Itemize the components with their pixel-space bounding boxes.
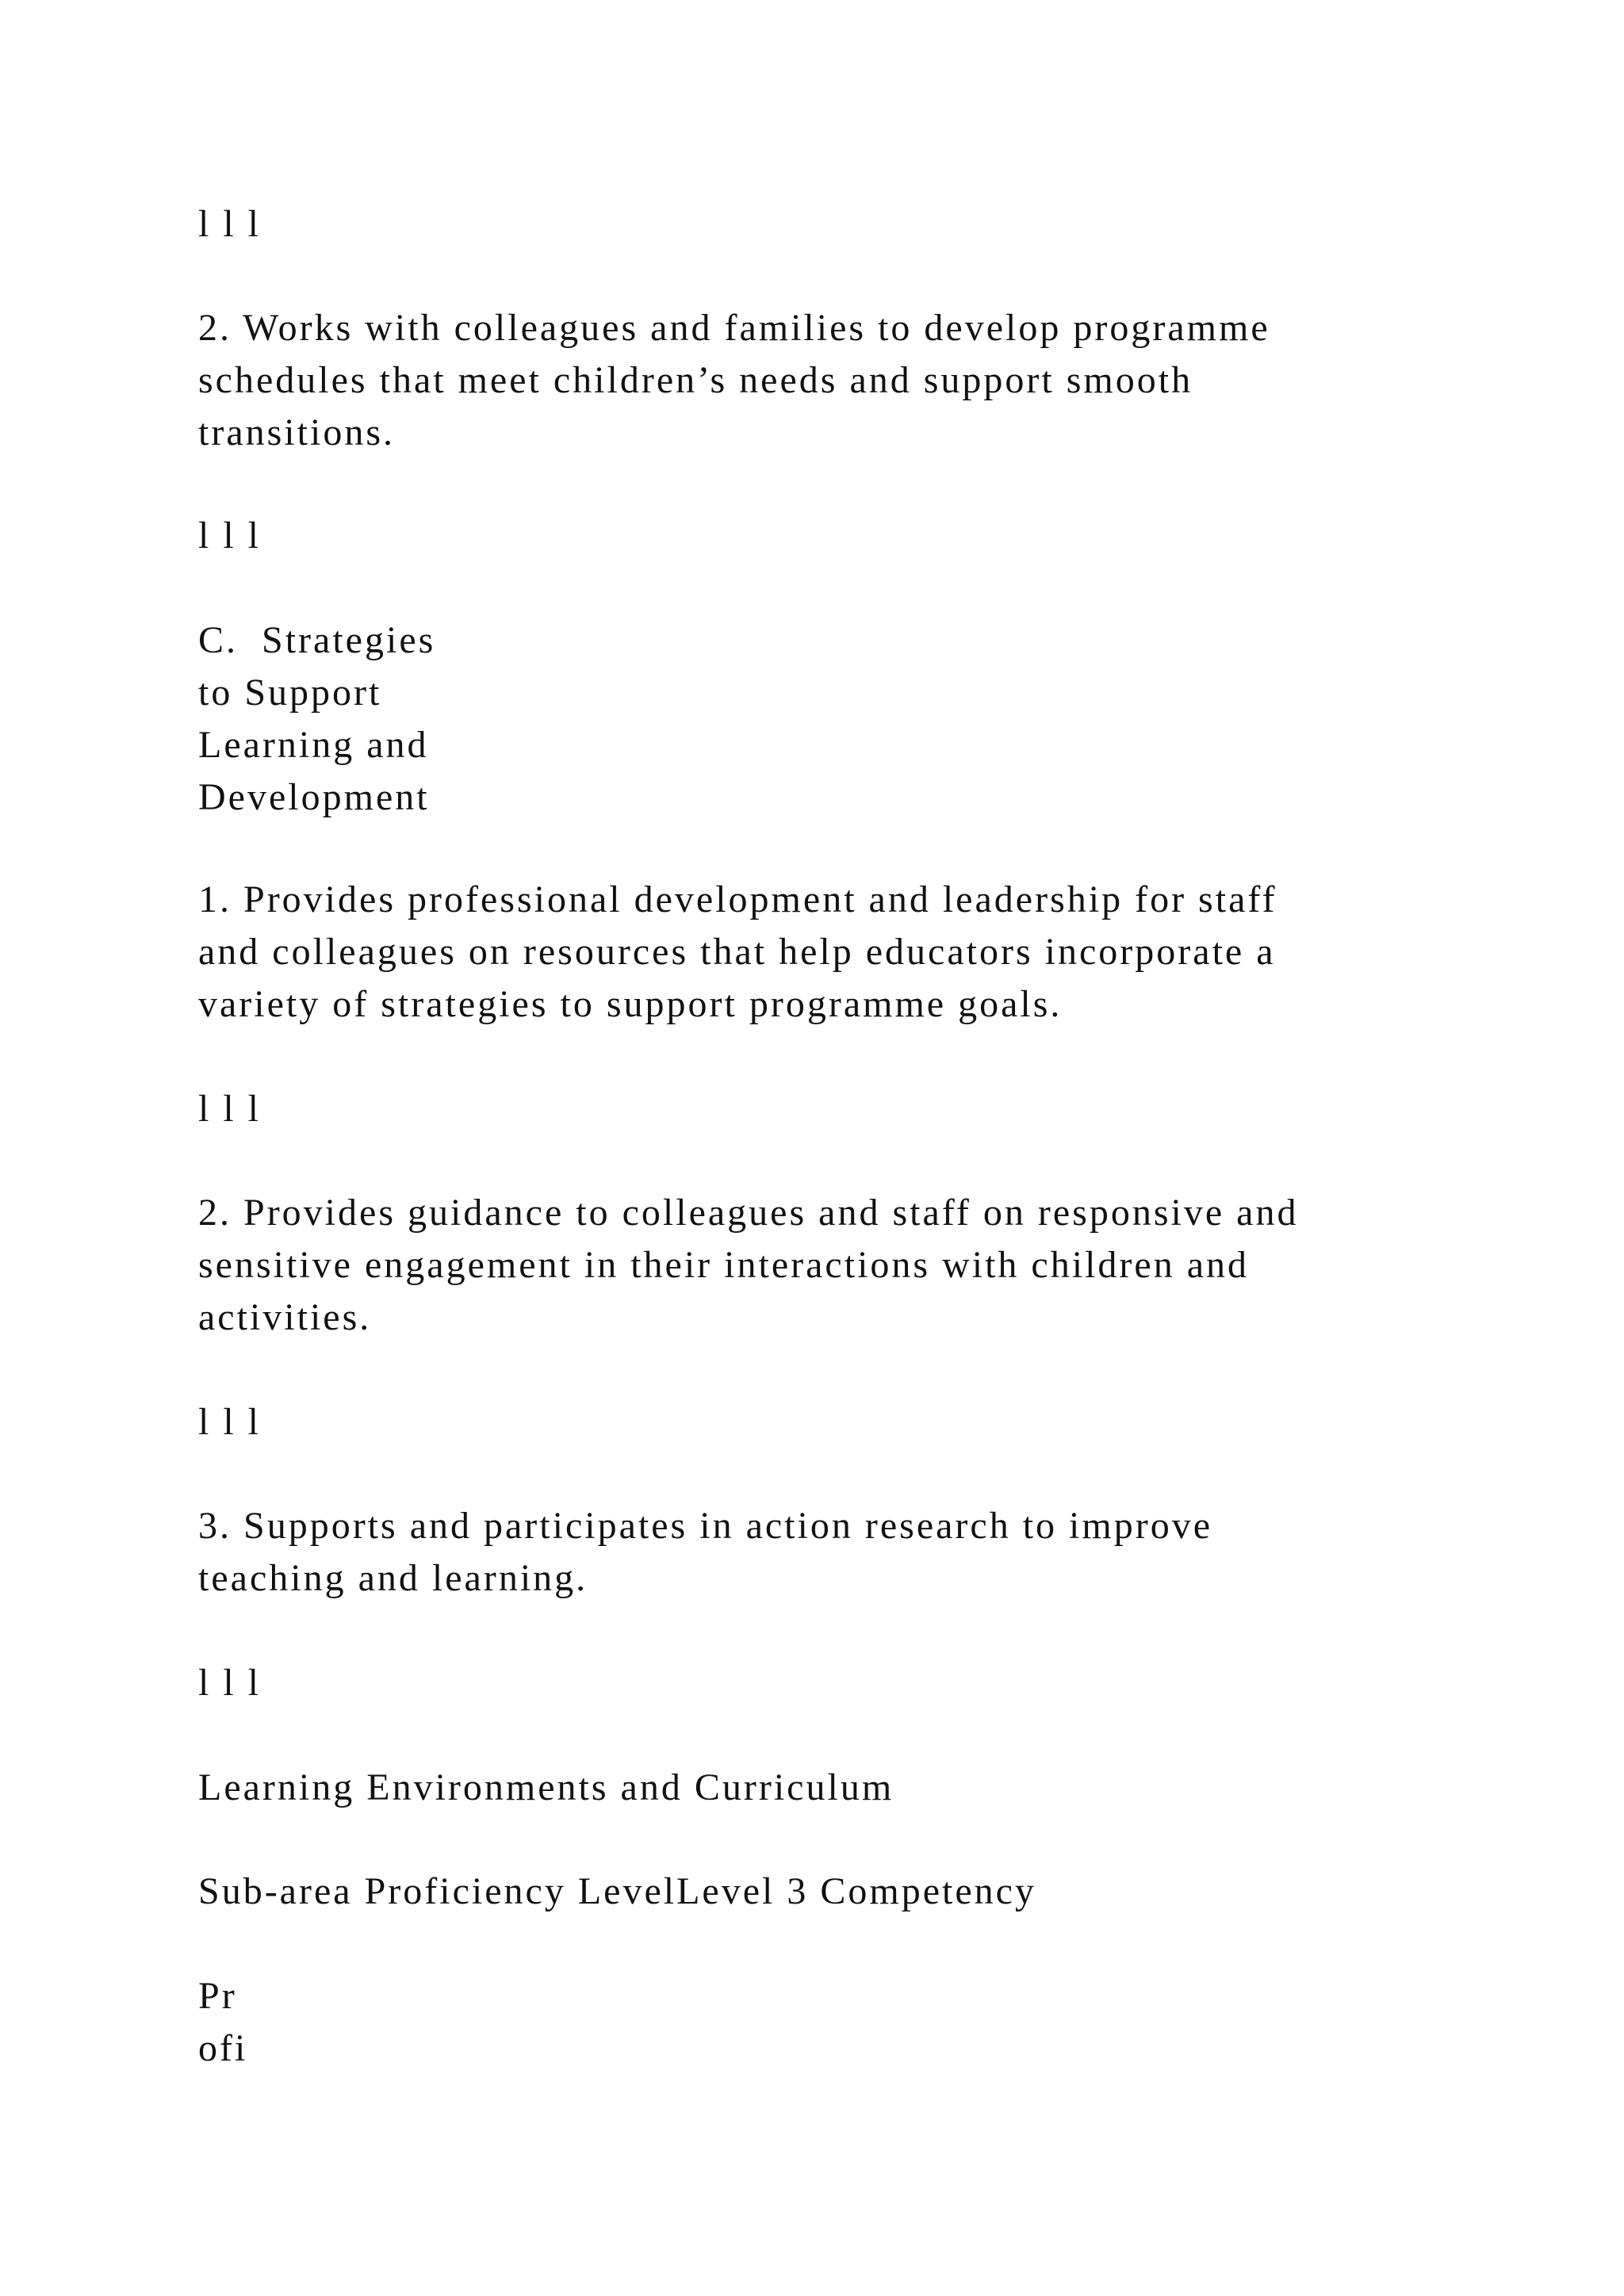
section-c-heading: C. Strategies to Support Learning and Development [198,619,436,818]
truncated-text: Pr ofi [198,1975,248,2069]
rating-marks: l l l [198,1662,262,1704]
item-c2-paragraph: 2. Provides guidance to colleagues and staff on responsive and sensitive engagement in their interactions with children and activities. [198,1192,1299,1338]
rating-marks: l l l [198,203,262,245]
item-c1-paragraph: 1. Provides professional development and leadership for staff and colleagues on resources that help educators incorporate a variety of strategies to support programme goals. [198,878,1277,1025]
rating-marks: l l l [198,515,262,557]
rating-marks: l l l [198,1401,262,1443]
table-header-line: Sub-area Proficiency LevelLevel 3 Competency [198,1870,1036,1912]
rating-marks: l l l [198,1088,262,1130]
item-c3-paragraph: 3. Supports and participates in action research to improve teaching and learning. [198,1505,1213,1599]
area-heading: Learning Environments and Curriculum [198,1766,894,1808]
item-b2-paragraph: 2. Works with colleagues and families to develop programme schedules that meet children’s needs and support smooth transitions. [198,307,1270,453]
